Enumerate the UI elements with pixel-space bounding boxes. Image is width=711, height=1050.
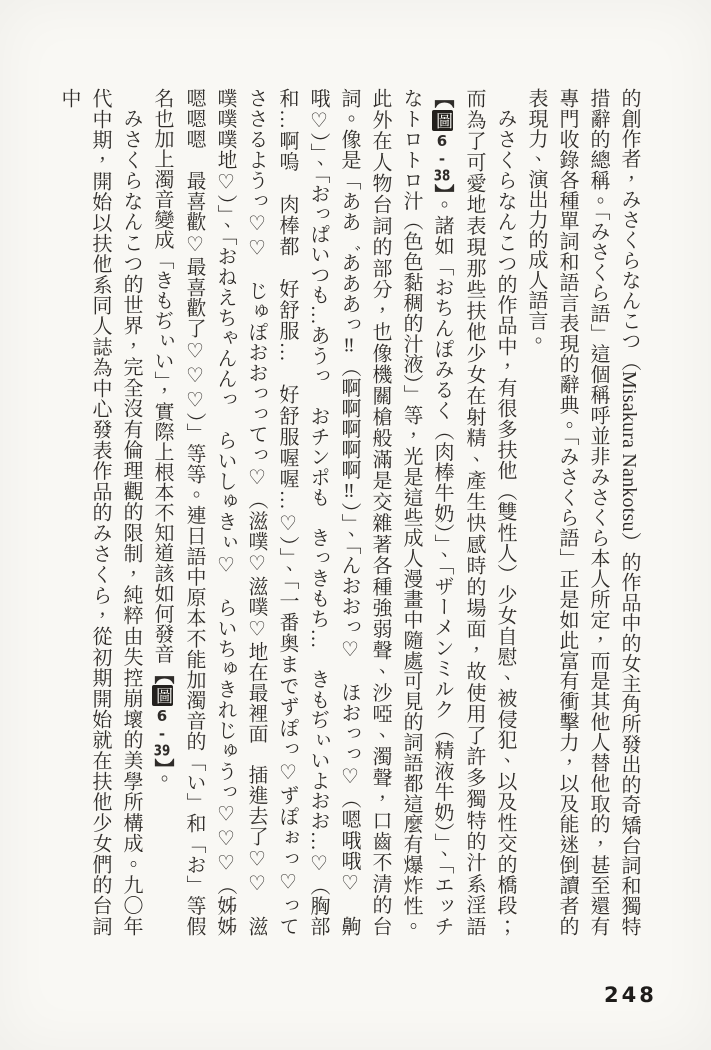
text-segment-figbox: 圖 (433, 111, 452, 130)
text-segment-figbracket: 】 (151, 758, 173, 769)
text-segment-fignum: 6 (433, 132, 451, 151)
text-segment: 。 (151, 768, 173, 789)
text-segment-latin: Misakura Nankotsu (618, 371, 640, 532)
article-text (58, 88, 644, 957)
text-segment-figbox: 圖 (153, 687, 172, 705)
text-segment-fignum: - (153, 725, 171, 744)
text-segment-fignum: 6 (153, 707, 171, 726)
paragraph (520, 88, 644, 936)
text-segment-fignum: - (433, 150, 451, 169)
text-segment-fignumpair: 39 (153, 743, 171, 759)
text-segment: みさくらなんこつ的世界，完全沒有倫理觀的限制，純粹由失控崩壞的美學所構成。九〇年代中期，開始以扶他系同人誌為中心發表作品的みさくら，從初期開始就在扶他少女們的台詞中 (58, 88, 142, 936)
text-segment: みさくらなんこつ的作品中，有很多扶他（雙性人）少女自慰、被侵犯、以及性交的橋段；而為了可愛地表現那些扶他少女在射精、產生快感時的場面，故使用了許多獨特的汁系淫語 (463, 88, 516, 936)
text-segment: 的創作者，みさくらなんこつ（ (618, 88, 640, 372)
text-segment: 。諸如「おちんぽみるく（肉棒牛奶）」、「ザーメンミルク（精液牛奶）」、「エッチなトロトロ汁（色色黏稠的汁液）」等，光是這些成人漫畫中隨處可見的詞語都這麼有爆炸性。此外在人物台詞的部分，也像機關槍般滿是交雜著各種強弱聲、沙啞、濁聲，口齒不清的台詞。像是「ああ゛あああっ‼（啊啊啊啊啊‼）」、「んおおっ♡ ほおっっ♡（嗯哦哦♡ 齁哦♡）」、「おっぱいつも…あうっ おチンポも きっきもち… きもぢぃいよおお…♡（胸部和…啊嗚 肉棒都 好舒服… 好舒服喔喔…♡）」、「一番奥までずぽっ♡ずぽぉっ♡って ささるようっ♡♡ じゅぽおおっってっ♡（滋噗♡滋噗♡地在最裡面 插進去了♡♡ 滋噗噗噗地♡）」、「おねえちゃんんっ らいしゅきぃ♡ らいちゅきれじゅうっ♡♡♡（姊姊嗯嗯嗯 最喜歡♡最喜歡了♡♡♡）」等等。連日語中原本不能加濁音的「い」和「お」等假名也加上濁音變成「きもぢぃい」，實際上根本不知道該如何發音 (151, 88, 453, 957)
text-segment-figbracket: 【 (151, 663, 173, 685)
text-segment: ）的作品中的女主角所發出的奇矯台詞和獨特措辭的總稱。「みさくら語」這個稱呼並非みさくら本人所定，而是其他人替他取的，甚至還有專門收錄各種單詞和語言表現的辭典。「みさくら語」正是如此富有衝擊力，以及能迷倒讀者的表現力、演出力的成人語言。 (525, 88, 640, 936)
text-segment-fignumpair: 38 (433, 168, 451, 184)
paragraph (53, 88, 146, 936)
paragraph (146, 88, 520, 957)
page-number: 248 (604, 983, 657, 1007)
text-segment-figbracket: 】 (431, 183, 453, 195)
text-segment-figbracket: 【 (431, 88, 453, 109)
